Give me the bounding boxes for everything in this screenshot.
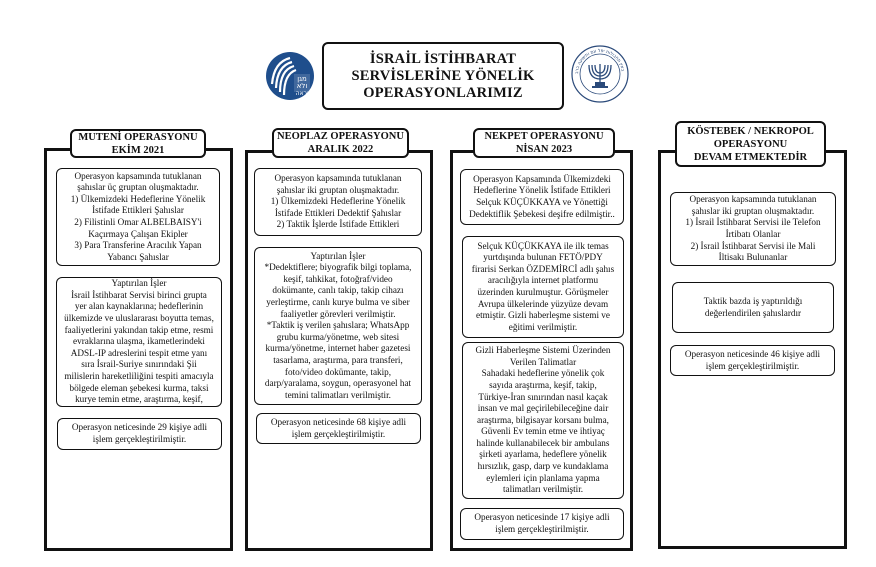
svg-text:באין תחבולות יפל עם ותשועה ברב: באין תחבולות יפל עם ותשועה ברב bbox=[574, 48, 625, 75]
svg-text:מגן: מגן bbox=[297, 75, 307, 83]
kostebek-tactical-card: Taktik bazda iş yaptırıldığı değerlendirilen şahıslardır bbox=[672, 282, 834, 333]
kostebek-groups-card: Operasyon kapsamında tutuklanan şahıslar iki gruptan oluşmaktadır. 1) İsrail İstihbarat Servisi ile Telefon İrtibatı Olanlar 2) İsrail İstihbarat Servisi ile Mali İltisakı Bulunanlar bbox=[670, 192, 836, 266]
page-title-box bbox=[322, 42, 564, 110]
neoplaz-result-card: Operasyon neticesinde 68 kişiye adli işlem gerçekleştirilmiştir. bbox=[256, 413, 421, 444]
mossad-seal-icon bbox=[570, 44, 630, 104]
nekpet-contact-card: Selçuk KÜÇÜKKAYA ile ilk temas yurtdışında bulunan FETÖ/PDY firarisi Serkan ÖZDEMİRCİ adlı şahıs aracılığıyla internet platformu üzerinden kurulmuştur. Görüşmeler Avrupa ülkelerinde yüzyüze devam etmiştir. Gizli haberleşme sistemi ve eğitimi verilmiştir. bbox=[462, 236, 624, 338]
nekpet-result-card: Operasyon neticesinde 17 kişiye adli işlem gerçekleştirilmiştir. bbox=[460, 508, 624, 540]
nekpet-summary-card: Operasyon Kapsamında Ülkemizdeki Hedeflerine Yönelik İstifade Ettikleri Selçuk KÜÇÜKKAYA ve Yönettiği Dedektiflik Şebekesi deşifre edilmiştir.. bbox=[460, 169, 624, 225]
muteni-groups-card: Operasyon kapsamında tutuklanan şahıslar üç gruptan oluşmaktadır. 1) Ülkemizdeki Hedeflerine Yönelik İstifade Ettikleri Şahıslar 2) Filistinli Omar ALBELBAISY'i Kaçırmaya Çalışan Ekipler 3) Para Transferine Aracılık Yapan Yabancı Şahıslar bbox=[56, 168, 220, 266]
muteni-result-card: Operasyon neticesinde 29 kişiye adli işlem gerçekleştirilmiştir. bbox=[57, 418, 222, 450]
svg-text:יראה: יראה bbox=[295, 90, 309, 97]
page-title: İSRAİL İSTİHBARAT SERVİSLERİNE YÖNELİK OPERASYONLARIMIZ bbox=[351, 50, 535, 101]
column-kostebek-header: KÖSTEBEK / NEKROPOL OPERASYONU DEVAM ETMEKTEDİR bbox=[675, 121, 826, 167]
column-muteni-header: MUTENİ OPERASYONU EKİM 2021 bbox=[70, 129, 206, 158]
nekpet-activities-card: Gizli Haberleşme Sistemi Üzerinden Verilen Talimatlar Sahadaki hedeflerine yönelik çok sayıda araştırma, keşif, takip, Türkiye-İran sınırından nasıl kaçak insan ve mal geçirilebileceğine dair araştırma, bilgisayar korsanı bulma, Güvenli Ev temin etme ve ihtiyaç halinde kullanabilecek bir ambulans şirketi ayarlama, hedeflere yönelik hırsızlık, gasp, darp ve kundaklama eylemleri için planlama yapma talimatları verilmiştir. bbox=[462, 342, 624, 499]
neoplaz-groups-card: Operasyon kapsamında tutuklanan şahıslar iki gruptan oluşmaktadır. 1) Ülkemizdeki Hedeflerine Yönelik İstifade Ettikleri Dedektif Şahıslar 2) Taktik İşlerde İstifade Ettikleri bbox=[254, 168, 422, 236]
shin-bet-emblem-icon bbox=[264, 50, 316, 102]
svg-text:ולא: ולא bbox=[296, 82, 308, 90]
column-neoplaz-header: NEOPLAZ OPERASYONU ARALIK 2022 bbox=[272, 128, 409, 158]
kostebek-result-card: Operasyon neticesinde 46 kişiye adli işlem gerçekleştirilmiştir. bbox=[670, 345, 835, 376]
muteni-activities-card: Yaptırılan İşler İsrail İstihbarat Servisi birinci grupta yer alan kaynaklarına; hedeflerinin ülkemizde ve uluslararası boyutta temas, faaliyetlerini yakından takip etme, resmi evraklarına ulaşma, ikametlerindeki ADSL-IP adreslerini tespit etme yanı sıra İsrail-Suriye sınırındaki Şii milislerin hareketliliğini tespiti amacıyla bölgede eleman şebekesi kurma, taksi kurye temin etme, araştırma, keşif, bbox=[56, 277, 222, 407]
neoplaz-activities-card: Yaptırılan İşler *Dedektiflere; biyografik bilgi toplama, keşif, tahkikat, fotoğraf/video dokümante, canlı takip, takip cihazı yerleştirme, canlı kurye bulma ve siber faaliyetler görevleri verilmiştir. *Taktik iş verilen şahıslara; WhatsApp grubu kurma/yönetme, web sitesi kurma/yönetme, internet haber gazetesi tasarlama, araştırma, para transferi, foto/video dokümante, takip, darp/yaralama, soygun, operasyonel hat temini talimatları verilmiştir. bbox=[254, 247, 422, 405]
column-nekpet-header: NEKPET OPERASYONU NİSAN 2023 bbox=[473, 128, 615, 158]
